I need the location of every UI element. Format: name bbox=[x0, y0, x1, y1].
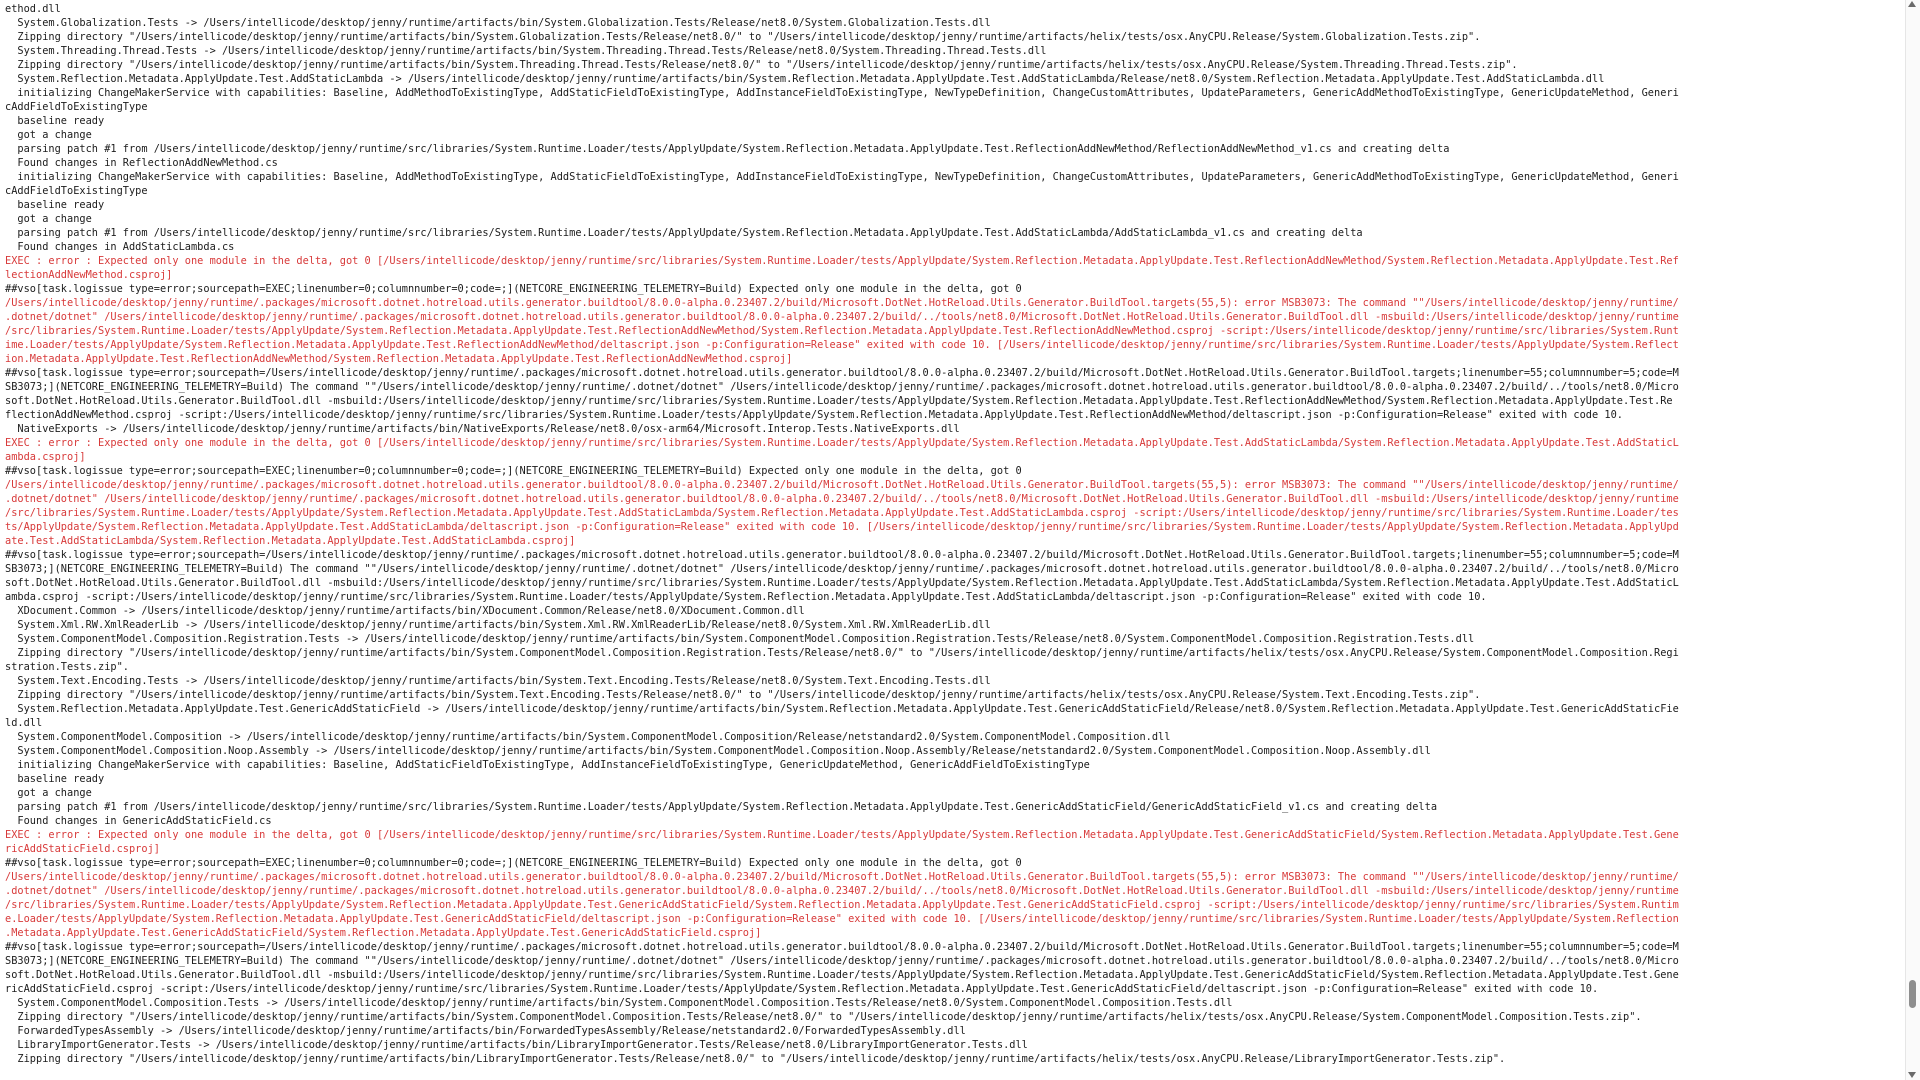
terminal-line: Found changes in AddStaticLambda.cs bbox=[5, 241, 235, 253]
terminal-line: ##vso[task.logissue type=error;sourcepath=/Users/intellicode/desktop/jenny/runtime/.packages/microsoft.dotnet.hotreload.utils.generator.buildtool/8.0.0-alpha.0.23407.2/build/Microsoft.DotNet.HotReload.Utils.Generator.BuildTool.targets;linenumber=55;columnnumber=5;code=M bbox=[5, 941, 1679, 953]
terminal-line: got a change bbox=[5, 129, 92, 141]
terminal-error-line: ambda.csproj] bbox=[5, 451, 86, 463]
terminal-line: soft.DotNet.HotReload.Utils.Generator.BuildTool.dll -msbuild:/Users/intellicode/desktop/jenny/runtime/src/libraries/System.Runtime.Loader/tests/ApplyUpdate/System.Reflection.Metadata.ApplyUpdate.Test.AddStaticLambda/System.Reflection.Metadata.ApplyUpdate.Test.AddStaticL bbox=[5, 577, 1679, 589]
terminal-line: System.Xml.RW.XmlReaderLib -> /Users/intellicode/desktop/jenny/runtime/artifacts/bin/System.Xml.RW.XmlReaderLib/Release/net8.0/System.Xml.RW.XmlReaderLib.dll bbox=[5, 619, 991, 631]
terminal-line: initializing ChangeMakerService with capabilities: Baseline, AddMethodToExistingType, AddStaticFieldToExistingType, AddInstanceFieldToExistingType, NewTypeDefinition, ChangeCustomAttributes, UpdateParameters, GenericAddMethodToExistingType, GenericUpdateMethod, Generi bbox=[5, 171, 1679, 183]
terminal-line: baseline ready bbox=[5, 115, 105, 127]
terminal-error-line: e.Loader/tests/ApplyUpdate/System.Reflection.Metadata.ApplyUpdate.Test.GenericAddStaticField/deltascript.json -p:Configuration=Release" exited with code 10. [/Users/intellicode/desktop/jenny/runtime/src/libraries/System.Runtime.Loader/tests/ApplyUpdate/System.Reflection bbox=[5, 913, 1679, 925]
terminal-line: soft.DotNet.HotReload.Utils.Generator.BuildTool.dll -msbuild:/Users/intellicode/desktop/jenny/runtime/src/libraries/System.Runtime.Loader/tests/ApplyUpdate/System.Reflection.Metadata.ApplyUpdate.Test.ReflectionAddNewMethod/System.Reflection.Metadata.ApplyUpdate.Test.Re bbox=[5, 395, 1673, 407]
terminal-line: System.Threading.Thread.Tests -> /Users/intellicode/desktop/jenny/runtime/artifacts/bin/System.Threading.Thread.Tests/Release/net8.0/System.Threading.Thread.Tests.dll bbox=[5, 45, 1047, 57]
terminal-error-line: EXEC : error : Expected only one module in the delta, got 0 [/Users/intellicode/desktop/jenny/runtime/src/libraries/System.Runtime.Loader/tests/ApplyUpdate/System.Reflection.Metadata.ApplyUpdate.Test.ReflectionAddNewMethod/System.Reflection.Metadata.ApplyUpdate.Test.Ref bbox=[5, 255, 1679, 267]
scroll-down-arrow-icon[interactable] bbox=[1908, 1072, 1916, 1078]
terminal-line: XDocument.Common -> /Users/intellicode/desktop/jenny/runtime/artifacts/bin/XDocument.Common/Release/net8.0/XDocument.Common.dll bbox=[5, 605, 805, 617]
terminal-line: baseline ready bbox=[5, 773, 105, 785]
terminal-line: Zipping directory "/Users/intellicode/desktop/jenny/runtime/artifacts/bin/LibraryImportGenerator.Tests/Release/net8.0/" to "/Users/intellicode/desktop/jenny/runtime/artifacts/helix/tests/osx.AnyCPU.Release/LibraryImportGenerator.Tests.zip". bbox=[5, 1053, 1506, 1065]
terminal-error-line: ricAddStaticField.csproj] bbox=[5, 843, 160, 855]
terminal-line: got a change bbox=[5, 787, 92, 799]
terminal-line: System.ComponentModel.Composition.Tests -> /Users/intellicode/desktop/jenny/runtime/artifacts/bin/System.ComponentModel.Composition.Tests/Release/net8.0/System.ComponentModel.Composition.Tests.dll bbox=[5, 997, 1233, 1009]
terminal-line: ##vso[task.logissue type=error;sourcepath=EXEC;linenumber=0;columnnumber=0;code=;](NETCORE_ENGINEERING_TELEMETRY=Build) Expected only one module in the delta, got 0 bbox=[5, 857, 1022, 869]
terminal-line: ##vso[task.logissue type=error;sourcepath=EXEC;linenumber=0;columnnumber=0;code=;](NETCORE_ENGINEERING_TELEMETRY=Build) Expected only one module in the delta, got 0 bbox=[5, 283, 1022, 295]
terminal-error-line: /src/libraries/System.Runtime.Loader/tests/ApplyUpdate/System.Reflection.Metadata.ApplyUpdate.Test.ReflectionAddNewMethod/System.Reflection.Metadata.ApplyUpdate.Test.ReflectionAddNewMethod.csproj -script:/Users/intellicode/desktop/jenny/runtime/src/libraries/System.Runt bbox=[5, 325, 1679, 337]
terminal-line: cAddFieldToExistingType bbox=[5, 185, 148, 197]
terminal-line: Zipping directory "/Users/intellicode/desktop/jenny/runtime/artifacts/bin/System.Threading.Thread.Tests/Release/net8.0/" to "/Users/intellicode/desktop/jenny/runtime/artifacts/helix/tests/osx.AnyCPU.Release/System.Threading.Thread.Tests.zip". bbox=[5, 59, 1518, 71]
terminal-error-line: ime.Loader/tests/ApplyUpdate/System.Reflection.Metadata.ApplyUpdate.Test.ReflectionAddNewMethod/deltascript.json -p:Configuration=Release" exited with code 10. [/Users/intellicode/desktop/jenny/runtime/src/libraries/System.Runtime.Loader/tests/ApplyUpdate/System.Reflect bbox=[5, 339, 1679, 351]
terminal-line: initializing ChangeMakerService with capabilities: Baseline, AddMethodToExistingType, AddStaticFieldToExistingType, AddInstanceFieldToExistingType, NewTypeDefinition, ChangeCustomAttributes, UpdateParameters, GenericAddMethodToExistingType, GenericUpdateMethod, Generi bbox=[5, 87, 1679, 99]
terminal-line: Found changes in ReflectionAddNewMethod.cs bbox=[5, 157, 278, 169]
terminal-error-line: EXEC : error : Expected only one module in the delta, got 0 [/Users/intellicode/desktop/jenny/runtime/src/libraries/System.Runtime.Loader/tests/ApplyUpdate/System.Reflection.Metadata.ApplyUpdate.Test.GenericAddStaticField/System.Reflection.Metadata.ApplyUpdate.Test.Gene bbox=[5, 829, 1679, 841]
terminal-line: ##vso[task.logissue type=error;sourcepath=EXEC;linenumber=0;columnnumber=0;code=;](NETCORE_ENGINEERING_TELEMETRY=Build) Expected only one module in the delta, got 0 bbox=[5, 465, 1022, 477]
terminal-line: SB3073;](NETCORE_ENGINEERING_TELEMETRY=Build) The command ""/Users/intellicode/desktop/jenny/runtime/.dotnet/dotnet" /Users/intellicode/desktop/jenny/runtime/.packages/microsoft.dotnet.hotreload.utils.generator.buildtool/8.0.0-alpha.0.23407.2/build/../tools/net8.0/Micro bbox=[5, 563, 1679, 575]
terminal-error-line: ate.Test.AddStaticLambda/System.Reflection.Metadata.ApplyUpdate.Test.AddStaticLambda.csproj] bbox=[5, 535, 576, 547]
terminal-line: parsing patch #1 from /Users/intellicode/desktop/jenny/runtime/src/libraries/System.Runtime.Loader/tests/ApplyUpdate/System.Reflection.Metadata.ApplyUpdate.Test.GenericAddStaticField/GenericAddStaticField_v1.cs and creating delta bbox=[5, 801, 1438, 813]
terminal-line: LibraryImportGenerator.Tests -> /Users/intellicode/desktop/jenny/runtime/artifacts/bin/LibraryImportGenerator.Tests/Release/net8.0/LibraryImportGenerator.Tests.dll bbox=[5, 1039, 1028, 1051]
scrollbar-thumb[interactable] bbox=[1909, 980, 1916, 1008]
terminal-error-line: /src/libraries/System.Runtime.Loader/tests/ApplyUpdate/System.Reflection.Metadata.ApplyUpdate.Test.GenericAddStaticField/System.Reflection.Metadata.ApplyUpdate.Test.GenericAddStaticField.csproj -script:/Users/intellicode/desktop/jenny/runtime/src/libraries/System.Runtim bbox=[5, 899, 1679, 911]
terminal-line: ld.dll bbox=[5, 717, 43, 729]
scroll-up-arrow-icon[interactable] bbox=[1908, 1, 1916, 7]
terminal-line: ForwardedTypesAssembly -> /Users/intellicode/desktop/jenny/runtime/artifacts/bin/ForwardedTypesAssembly/Release/netstandard2.0/ForwardedTypesAssembly.dll bbox=[5, 1025, 966, 1037]
terminal-error-line: .dotnet/dotnet" /Users/intellicode/desktop/jenny/runtime/.packages/microsoft.dotnet.hotreload.utils.generator.buildtool/8.0.0-alpha.0.23407.2/build/../tools/net8.0/Microsoft.DotNet.HotReload.Utils.Generator.BuildTool.dll -msbuild:/Users/intellicode/desktop/jenny/runtime bbox=[5, 493, 1679, 505]
terminal-line: ambda.csproj -script:/Users/intellicode/desktop/jenny/runtime/src/libraries/System.Runtime.Loader/tests/ApplyUpdate/System.Reflection.Metadata.ApplyUpdate.Test.AddStaticLambda/deltascript.json -p:Configuration=Release" exited with code 10. bbox=[5, 591, 1487, 603]
terminal-line: SB3073;](NETCORE_ENGINEERING_TELEMETRY=Build) The command ""/Users/intellicode/desktop/jenny/runtime/.dotnet/dotnet" /Users/intellicode/desktop/jenny/runtime/.packages/microsoft.dotnet.hotreload.utils.generator.buildtool/8.0.0-alpha.0.23407.2/build/../tools/net8.0/Micro bbox=[5, 381, 1679, 393]
terminal-line: soft.DotNet.HotReload.Utils.Generator.BuildTool.dll -msbuild:/Users/intellicode/desktop/jenny/runtime/src/libraries/System.Runtime.Loader/tests/ApplyUpdate/System.Reflection.Metadata.ApplyUpdate.Test.GenericAddStaticField/System.Reflection.Metadata.ApplyUpdate.Test.Gene bbox=[5, 969, 1679, 981]
terminal-error-line: ts/ApplyUpdate/System.Reflection.Metadata.ApplyUpdate.Test.AddStaticLambda/deltascript.json -p:Configuration=Release" exited with code 10. [/Users/intellicode/desktop/jenny/runtime/src/libraries/System.Runtime.Loader/tests/ApplyUpdate/System.Reflection.Metadata.ApplyUpd bbox=[5, 521, 1679, 533]
terminal-line: System.Globalization.Tests -> /Users/intellicode/desktop/jenny/runtime/artifacts/bin/System.Globalization.Tests/Release/net8.0/System.Globalization.Tests.dll bbox=[5, 17, 991, 29]
terminal-line: System.Text.Encoding.Tests -> /Users/intellicode/desktop/jenny/runtime/artifacts/bin/System.Text.Encoding.Tests/Release/net8.0/System.Text.Encoding.Tests.dll bbox=[5, 675, 991, 687]
terminal-line: SB3073;](NETCORE_ENGINEERING_TELEMETRY=Build) The command ""/Users/intellicode/desktop/jenny/runtime/.dotnet/dotnet" /Users/intellicode/desktop/jenny/runtime/.packages/microsoft.dotnet.hotreload.utils.generator.buildtool/8.0.0-alpha.0.23407.2/build/../tools/net8.0/Micro bbox=[5, 955, 1679, 967]
terminal-line: System.Reflection.Metadata.ApplyUpdate.Test.GenericAddStaticField -> /Users/intellicode/desktop/jenny/runtime/artifacts/bin/System.Reflection.Metadata.ApplyUpdate.Test.GenericAddStaticField/Release/net8.0/System.Reflection.Metadata.ApplyUpdate.Test.GenericAddStaticFie bbox=[5, 703, 1679, 715]
terminal-error-line: /Users/intellicode/desktop/jenny/runtime/.packages/microsoft.dotnet.hotreload.utils.generator.buildtool/8.0.0-alpha.0.23407.2/build/Microsoft.DotNet.HotReload.Utils.Generator.BuildTool.targets(55,5): error MSB3073: The command ""/Users/intellicode/desktop/jenny/runtime/ bbox=[5, 479, 1679, 491]
terminal-line: Zipping directory "/Users/intellicode/desktop/jenny/runtime/artifacts/bin/System.ComponentModel.Composition.Tests/Release/net8.0/" to "/Users/intellicode/desktop/jenny/runtime/artifacts/helix/tests/osx.AnyCPU.Release/System.ComponentModel.Composition.Tests.zip". bbox=[5, 1011, 1642, 1023]
terminal-line: flectionAddNewMethod.csproj -script:/Users/intellicode/desktop/jenny/runtime/src/libraries/System.Runtime.Loader/tests/ApplyUpdate/System.Reflection.Metadata.ApplyUpdate.Test.ReflectionAddNewMethod/deltascript.json -p:Configuration=Release" exited with code 10. bbox=[5, 409, 1624, 421]
terminal-line: stration.Tests.zip". bbox=[5, 661, 129, 673]
terminal-error-line: /Users/intellicode/desktop/jenny/runtime/.packages/microsoft.dotnet.hotreload.utils.generator.buildtool/8.0.0-alpha.0.23407.2/build/Microsoft.DotNet.HotReload.Utils.Generator.BuildTool.targets(55,5): error MSB3073: The command ""/Users/intellicode/desktop/jenny/runtime/ bbox=[5, 297, 1679, 309]
terminal-line: initializing ChangeMakerService with capabilities: Baseline, AddStaticFieldToExistingType, AddInstanceFieldToExistingType, GenericUpdateMethod, GenericAddFieldToExistingType bbox=[5, 759, 1090, 771]
terminal-line: Zipping directory "/Users/intellicode/desktop/jenny/runtime/artifacts/bin/System.Text.Encoding.Tests/Release/net8.0/" to "/Users/intellicode/desktop/jenny/runtime/artifacts/helix/tests/osx.AnyCPU.Release/System.Text.Encoding.Tests.zip". bbox=[5, 689, 1481, 701]
terminal-error-line: /src/libraries/System.Runtime.Loader/tests/ApplyUpdate/System.Reflection.Metadata.ApplyUpdate.Test.AddStaticLambda/System.Reflection.Metadata.ApplyUpdate.Test.AddStaticLambda.csproj -script:/Users/intellicode/desktop/jenny/runtime/src/libraries/System.Runtime.Loader/tes bbox=[5, 507, 1679, 519]
terminal-error-line: EXEC : error : Expected only one module in the delta, got 0 [/Users/intellicode/desktop/jenny/runtime/src/libraries/System.Runtime.Loader/tests/ApplyUpdate/System.Reflection.Metadata.ApplyUpdate.Test.AddStaticLambda/System.Reflection.Metadata.ApplyUpdate.Test.AddStaticL bbox=[5, 437, 1679, 449]
terminal-line: System.ComponentModel.Composition.Registration.Tests -> /Users/intellicode/desktop/jenny/runtime/artifacts/bin/System.ComponentModel.Composition.Registration.Tests/Release/net8.0/System.ComponentModel.Composition.Registration.Tests.dll bbox=[5, 633, 1475, 645]
terminal-line: cAddFieldToExistingType bbox=[5, 101, 148, 113]
terminal-line: baseline ready bbox=[5, 199, 105, 211]
terminal-line: ##vso[task.logissue type=error;sourcepath=/Users/intellicode/desktop/jenny/runtime/.packages/microsoft.dotnet.hotreload.utils.generator.buildtool/8.0.0-alpha.0.23407.2/build/Microsoft.DotNet.HotReload.Utils.Generator.BuildTool.targets;linenumber=55;columnnumber=5;code=M bbox=[5, 549, 1679, 561]
vertical-scrollbar[interactable] bbox=[1905, 0, 1920, 1080]
terminal-line: System.ComponentModel.Composition -> /Users/intellicode/desktop/jenny/runtime/artifacts/bin/System.ComponentModel.Composition/Release/netstandard2.0/System.ComponentModel.Composition.dll bbox=[5, 731, 1171, 743]
terminal-line: got a change bbox=[5, 213, 92, 225]
terminal-line: parsing patch #1 from /Users/intellicode/desktop/jenny/runtime/src/libraries/System.Runtime.Loader/tests/ApplyUpdate/System.Reflection.Metadata.ApplyUpdate.Test.AddStaticLambda/AddStaticLambda_v1.cs and creating delta bbox=[5, 227, 1363, 239]
terminal-line: ricAddStaticField.csproj -script:/Users/intellicode/desktop/jenny/runtime/src/libraries/System.Runtime.Loader/tests/ApplyUpdate/System.Reflection.Metadata.ApplyUpdate.Test.GenericAddStaticField/deltascript.json -p:Configuration=Release" exited with code 10. bbox=[5, 983, 1599, 995]
terminal-error-line: lectionAddNewMethod.csproj] bbox=[5, 269, 173, 281]
terminal-line: ethod.dll bbox=[5, 3, 61, 15]
terminal-line: Zipping directory "/Users/intellicode/desktop/jenny/runtime/artifacts/bin/System.ComponentModel.Composition.Registration.Tests/Release/net8.0/" to "/Users/intellicode/desktop/jenny/runtime/artifacts/helix/tests/osx.AnyCPU.Release/System.ComponentModel.Composition.Regi bbox=[5, 647, 1679, 659]
terminal-line: NativeExports -> /Users/intellicode/desktop/jenny/runtime/artifacts/bin/NativeExports/Release/net8.0/osx-arm64/Microsoft.Interop.Tests.NativeExports.dll bbox=[5, 423, 960, 435]
terminal-line: parsing patch #1 from /Users/intellicode/desktop/jenny/runtime/src/libraries/System.Runtime.Loader/tests/ApplyUpdate/System.Reflection.Metadata.ApplyUpdate.Test.ReflectionAddNewMethod/ReflectionAddNewMethod_v1.cs and creating delta bbox=[5, 143, 1450, 155]
terminal-line: System.ComponentModel.Composition.Noop.Assembly -> /Users/intellicode/desktop/jenny/runtime/artifacts/bin/System.ComponentModel.Composition.Noop.Assembly/Release/netstandard2.0/System.ComponentModel.Composition.Noop.Assembly.dll bbox=[5, 745, 1431, 757]
terminal-error-line: .dotnet/dotnet" /Users/intellicode/desktop/jenny/runtime/.packages/microsoft.dotnet.hotreload.utils.generator.buildtool/8.0.0-alpha.0.23407.2/build/../tools/net8.0/Microsoft.DotNet.HotReload.Utils.Generator.BuildTool.dll -msbuild:/Users/intellicode/desktop/jenny/runtime bbox=[5, 311, 1679, 323]
terminal-line: Zipping directory "/Users/intellicode/desktop/jenny/runtime/artifacts/bin/System.Globalization.Tests/Release/net8.0/" to "/Users/intellicode/desktop/jenny/runtime/artifacts/helix/tests/osx.AnyCPU.Release/System.Globalization.Tests.zip". bbox=[5, 31, 1481, 43]
terminal-error-line: ion.Metadata.ApplyUpdate.Test.ReflectionAddNewMethod/System.Reflection.Metadata.ApplyUpdate.Test.ReflectionAddNewMethod.csproj] bbox=[5, 353, 793, 365]
terminal-error-line: /Users/intellicode/desktop/jenny/runtime/.packages/microsoft.dotnet.hotreload.utils.generator.buildtool/8.0.0-alpha.0.23407.2/build/Microsoft.DotNet.HotReload.Utils.Generator.BuildTool.targets(55,5): error MSB3073: The command ""/Users/intellicode/desktop/jenny/runtime/ bbox=[5, 871, 1679, 883]
terminal-error-line: .dotnet/dotnet" /Users/intellicode/desktop/jenny/runtime/.packages/microsoft.dotnet.hotreload.utils.generator.buildtool/8.0.0-alpha.0.23407.2/build/../tools/net8.0/Microsoft.DotNet.HotReload.Utils.Generator.BuildTool.dll -msbuild:/Users/intellicode/desktop/jenny/runtime bbox=[5, 885, 1679, 897]
terminal-line: ##vso[task.logissue type=error;sourcepath=/Users/intellicode/desktop/jenny/runtime/.packages/microsoft.dotnet.hotreload.utils.generator.buildtool/8.0.0-alpha.0.23407.2/build/Microsoft.DotNet.HotReload.Utils.Generator.BuildTool.targets;linenumber=55;columnnumber=5;code=M bbox=[5, 367, 1679, 379]
terminal-error-line: .Metadata.ApplyUpdate.Test.GenericAddStaticField/System.Reflection.Metadata.ApplyUpdate.Test.GenericAddStaticField.csproj] bbox=[5, 927, 762, 939]
terminal-line: Found changes in GenericAddStaticField.cs bbox=[5, 815, 272, 827]
terminal-line: System.Reflection.Metadata.ApplyUpdate.Test.AddStaticLambda -> /Users/intellicode/desktop/jenny/runtime/artifacts/bin/System.Reflection.Metadata.ApplyUpdate.Test.AddStaticLambda/Release/net8.0/System.Reflection.Metadata.ApplyUpdate.Test.AddStaticLambda.dll bbox=[5, 73, 1605, 85]
